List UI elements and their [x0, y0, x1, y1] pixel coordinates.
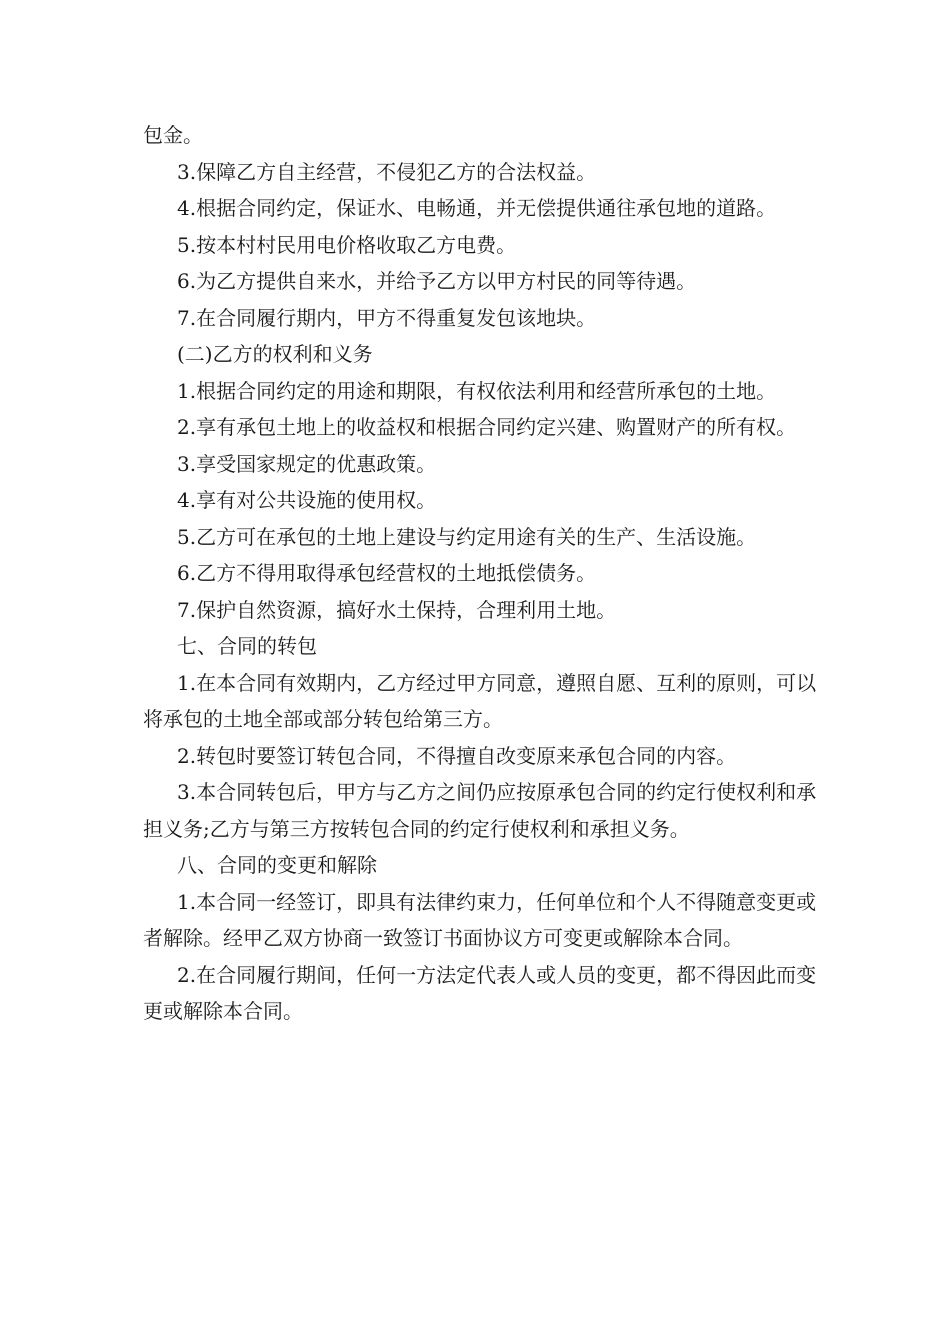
section-heading: 七、合同的转包	[177, 634, 317, 658]
paragraph-item: 3.保障乙方自主经营，不侵犯乙方的合法权益。	[177, 159, 597, 184]
paragraph-item: 1.根据合同约定的用途和期限，有权依法利用和经营所承包的土地。	[177, 378, 777, 403]
paragraph-item: 7.保护自然资源，搞好水土保持，合理利用土地。	[177, 597, 617, 622]
section-heading: (二)乙方的权利和义务	[177, 342, 373, 366]
paragraph-item: 2.转包时要签订转包合同，不得擅自改变原来承包合同的内容。	[177, 743, 737, 768]
paragraph-item: 7.在合同履行期内，甲方不得重复发包该地块。	[177, 305, 597, 330]
paragraph-item: 4.享有对公共设施的使用权。	[177, 488, 437, 512]
paragraph-item: 2.在合同履行期间，任何一方法定代表人或人员的变更，都不得因此而变更或解除本合同。	[143, 962, 817, 1023]
paragraph-continuation: 包金。	[143, 123, 203, 147]
paragraph-item: 3.本合同转包后，甲方与乙方之间仍应按原承包合同的约定行使权利和承担义务;乙方与第三方按转包合同的约定行使权利和承担义务。	[143, 780, 817, 841]
paragraph-item: 4.根据合同约定，保证水、电畅通，并无偿提供通往承包地的道路。	[177, 196, 777, 220]
paragraph-item: 6.为乙方提供自来水，并给予乙方以甲方村民的同等待遇。	[177, 269, 697, 293]
section-heading: 八、合同的变更和解除	[177, 853, 377, 877]
paragraph-item: 5.乙方可在承包的土地上建设与约定用途有关的生产、生活设施。	[177, 524, 757, 549]
paragraph-item: 1.在本合同有效期内，乙方经过甲方同意，遵照自愿、互利的原则，可以将承包的土地全部或部分转包给第三方。	[143, 670, 817, 731]
paragraph-item: 6.乙方不得用取得承包经营权的土地抵偿债务。	[177, 561, 597, 585]
paragraph-item: 5.按本村村民用电价格收取乙方电费。	[177, 232, 517, 257]
paragraph-item: 2.享有承包土地上的收益权和根据合同约定兴建、购置财产的所有权。	[177, 415, 797, 439]
paragraph-item: 3.享受国家规定的优惠政策。	[177, 451, 437, 476]
paragraph-item: 1.本合同一经签订，即具有法律约束力，任何单位和个人不得随意变更或者解除。经甲乙双方协商一致签订书面协议方可变更或解除本合同。	[143, 889, 817, 950]
document-body	[143, 117, 818, 1030]
